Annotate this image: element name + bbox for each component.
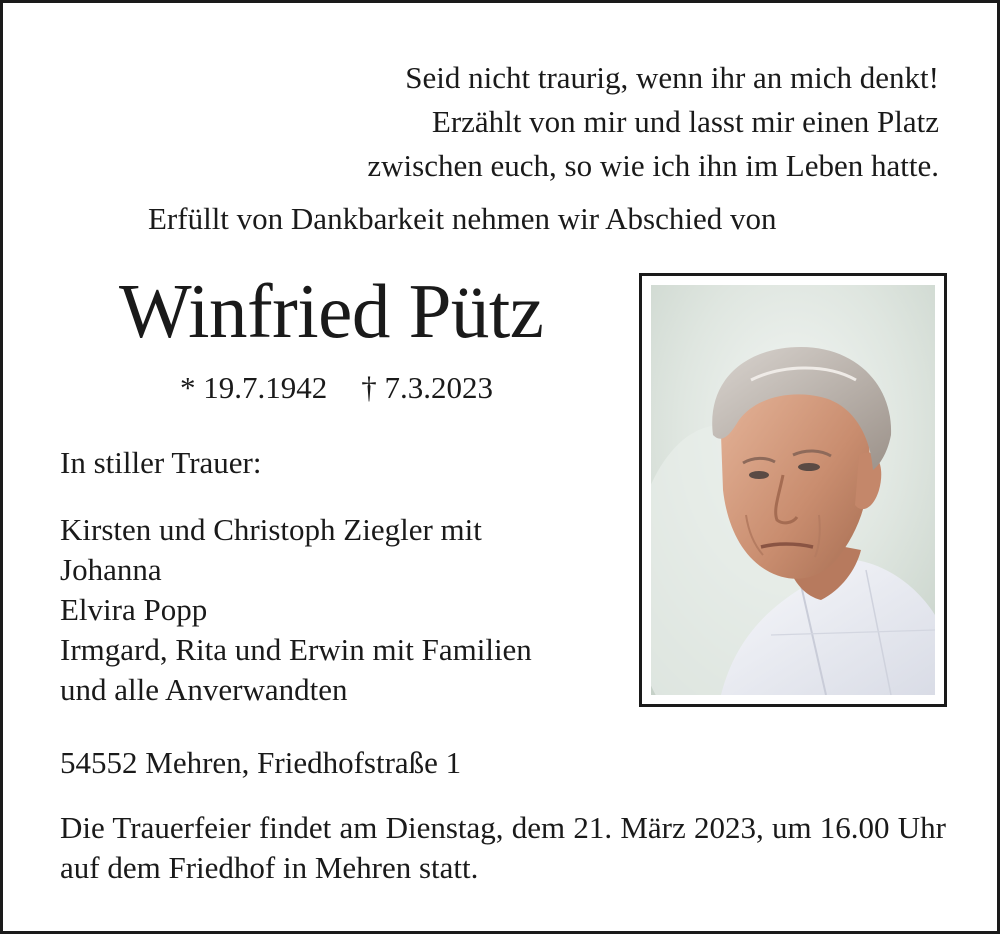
life-dates: [180, 372, 493, 403]
family-line: Elvira Popp: [60, 592, 208, 627]
deceased-name: Winfried Pütz: [119, 268, 544, 354]
mourning-label: In stiller Trauer:: [60, 445, 262, 480]
portrait-frame: [639, 273, 947, 707]
family-line: und alle Anverwandten: [60, 672, 348, 707]
poem-verse: [367, 62, 939, 194]
family-list: [60, 514, 532, 714]
family-line: Irmgard, Rita und Erwin mit Familien: [60, 632, 532, 667]
family-line: Kirsten und Christoph Ziegler mit: [60, 512, 482, 547]
death-date: † 7.3.2023: [361, 370, 493, 405]
family-line: Johanna: [60, 552, 162, 587]
poem-line: Erzählt von mir und lasst mir einen Platz: [431, 104, 939, 139]
poem-line: zwischen euch, so wie ich ihn im Leben hatte.: [367, 148, 939, 183]
ceremony-info: Die Trauerfeier findet am Dienstag, dem 21. März 2023, um 16.00 Uhr auf dem Friedhof in Mehren statt.: [60, 810, 946, 885]
farewell-text: Erfüllt von Dankbarkeit nehmen wir Abschied von: [148, 201, 777, 236]
birth-date: * 19.7.1942: [180, 370, 328, 405]
address: 54552 Mehren, Friedhofstraße 1: [60, 745, 462, 780]
poem-line: Seid nicht traurig, wenn ihr an mich denkt!: [405, 60, 939, 95]
portrait-photo: [651, 285, 935, 695]
